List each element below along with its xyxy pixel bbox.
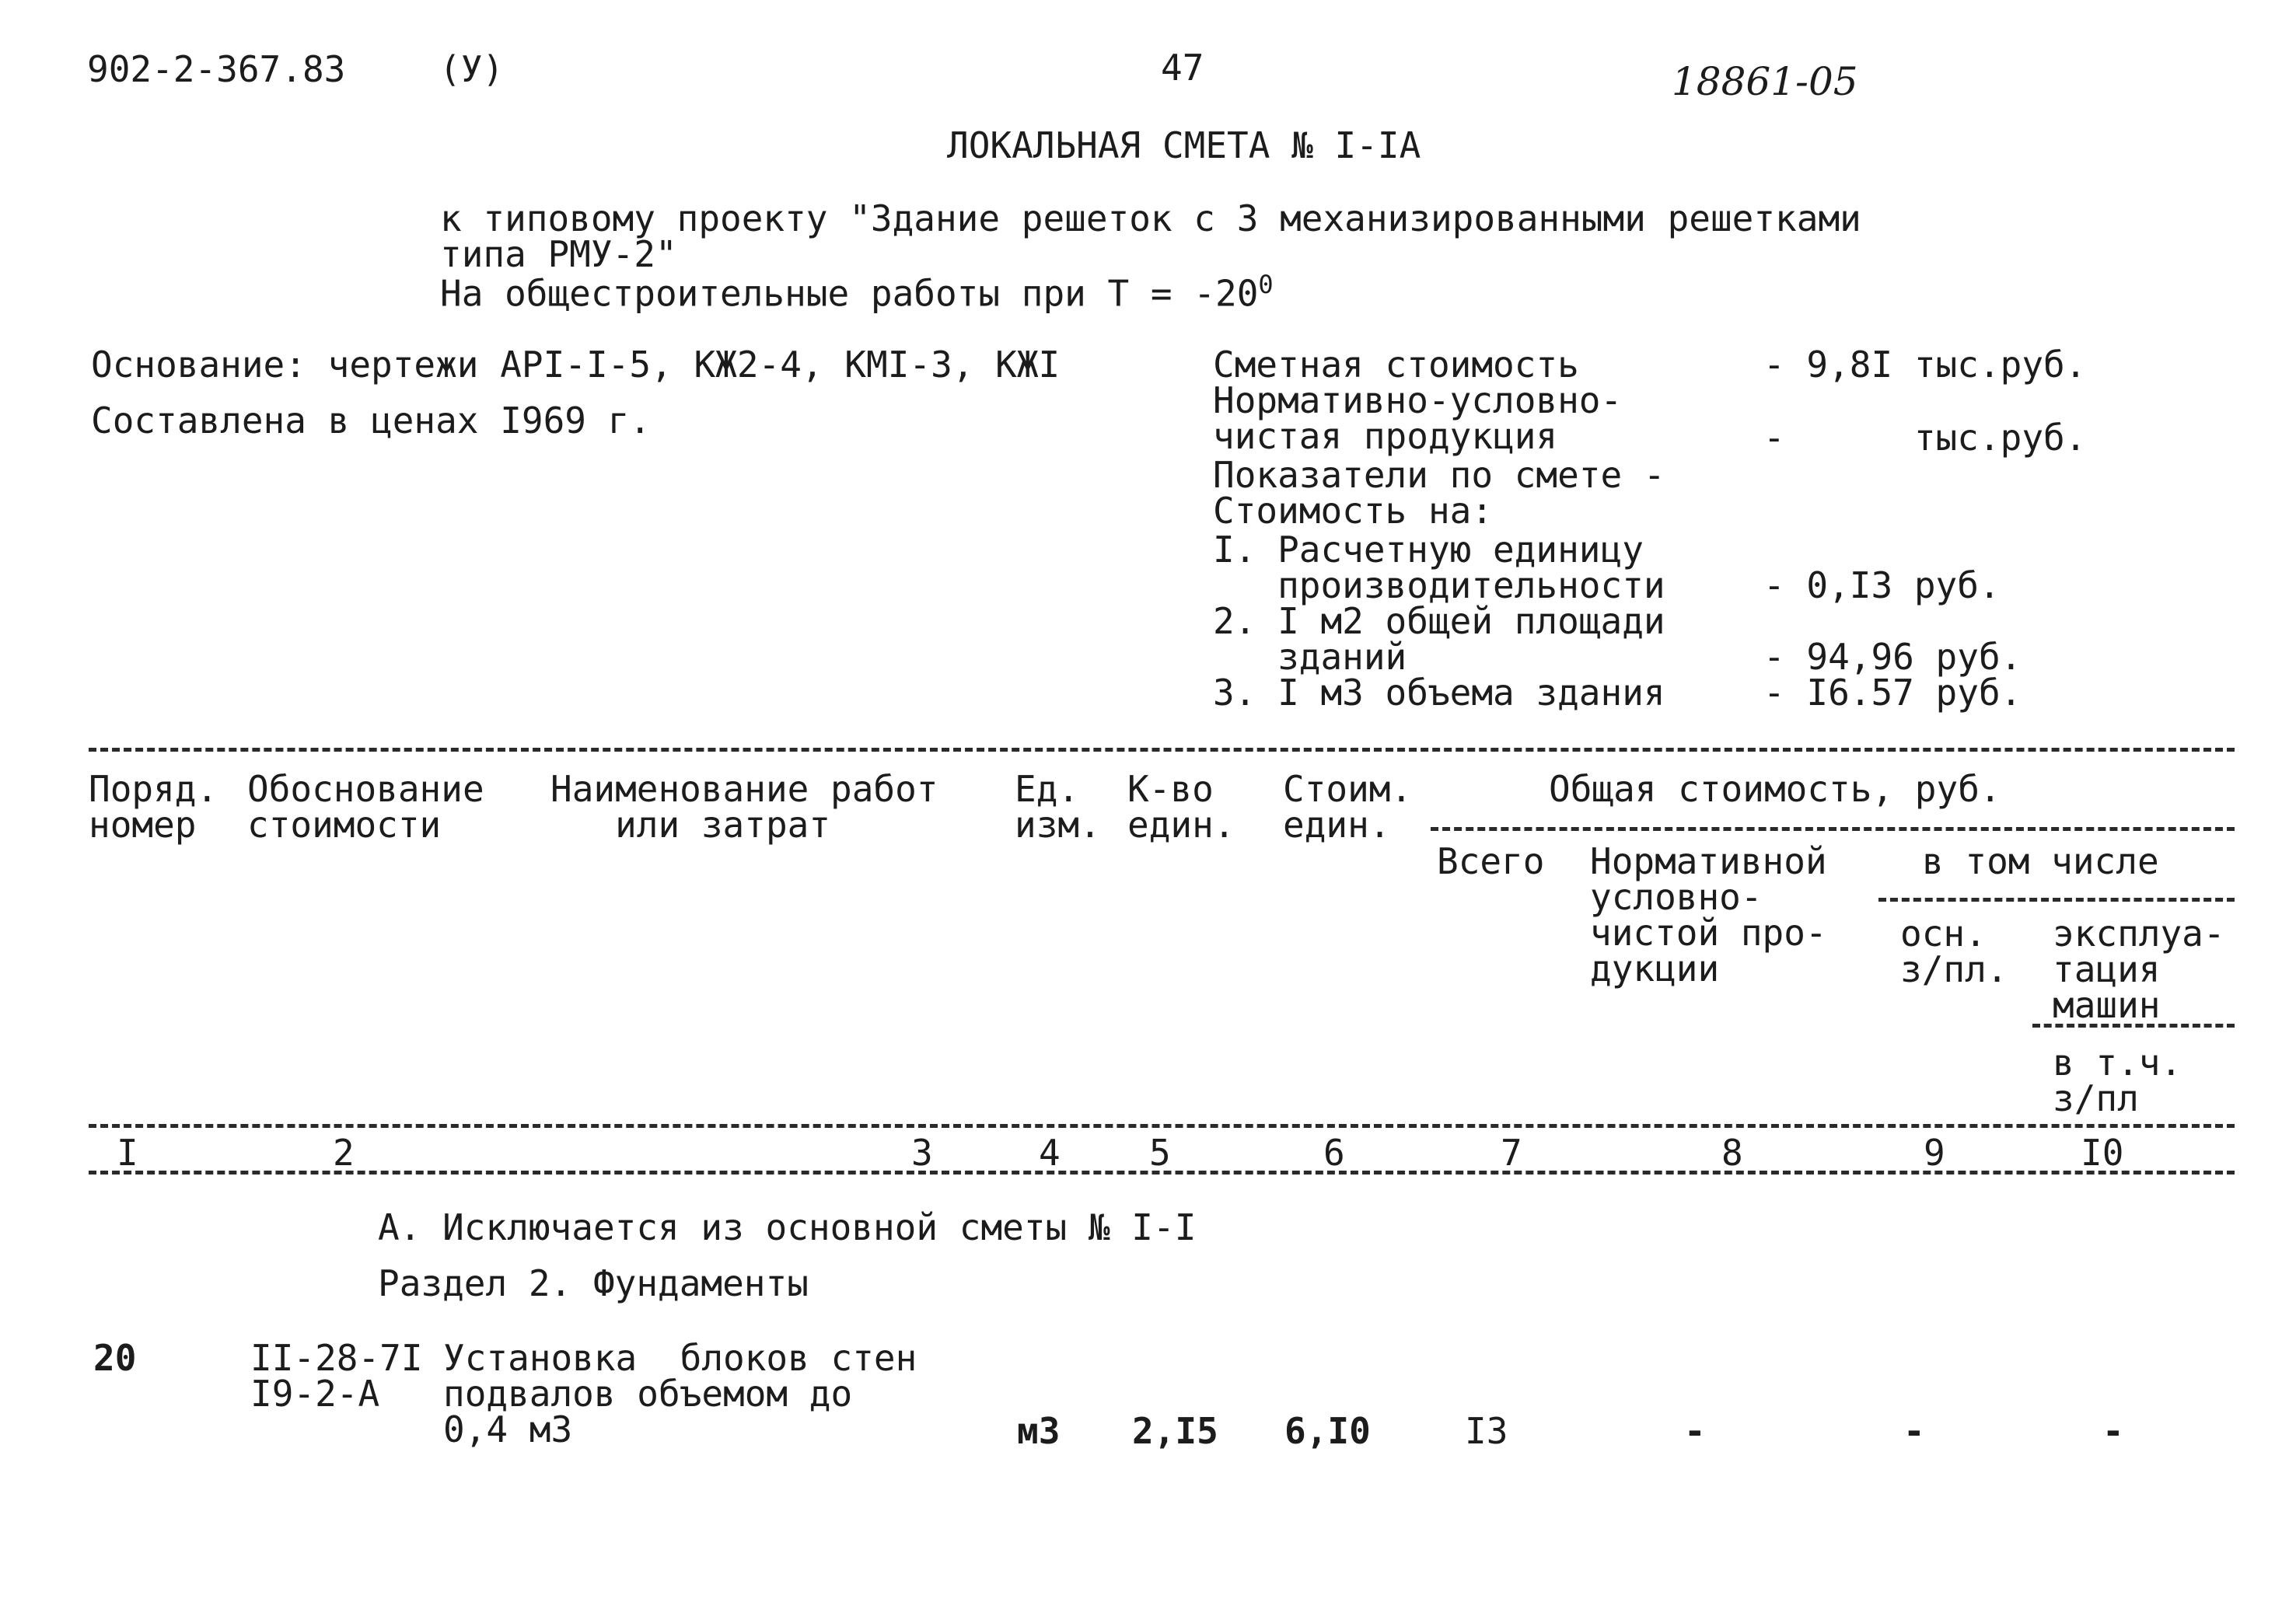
total-cost-rule [1431,827,2235,831]
header-unit-cost: Стоим. един. [1283,768,1413,846]
column-number-3: 3 [911,1132,933,1174]
column-number-2: 2 [333,1132,355,1174]
estimated-cost-value: - 9,8I тыс.руб. [1763,344,2087,386]
column-number-7: 7 [1501,1132,1522,1174]
indicator-item-2-label: 2. I м2 общей площади зданий [1213,600,1665,678]
header-machine-operation: эксплуа- тация машин [2053,913,2225,1026]
header-quantity: К-во един. [1127,768,1235,846]
row-description: Установка блоков стен подвалов объемом до 0,4 м3 [443,1337,917,1450]
row-number: 20 [93,1337,137,1379]
document-variant: (У) [439,48,505,90]
row-net-product: - [1684,1410,1706,1452]
header-total: Всего [1437,840,1545,882]
header-net-product: Нормативной условно- чистой про- дукции [1590,840,1827,989]
basis-prices: Составлена в ценах I969 г. [91,400,652,442]
included-rule [1878,898,2235,902]
header-cost-basis: Обоснование стоимости [247,768,484,846]
net-product-value: - тыс.руб. [1763,417,2087,459]
column-number-8: 8 [1721,1132,1743,1174]
column-number-4: 4 [1039,1132,1061,1174]
section-a-heading: А. Исключается из основной сметы № I-I [378,1206,1197,1248]
document-title: ЛОКАЛЬНАЯ СМЕТА № I-IА [947,124,1421,166]
indicator-item-1-label: I. Расчетную единицу производительности [1213,529,1665,606]
header-included-group: в том числе [1922,840,2159,882]
basis-drawings: Основание: чертежи АРI-I-5, КЖ2-4, КМI-3, КЖI [91,344,1061,386]
row-machine-cost: - [2102,1410,2124,1452]
row-total: I3 [1465,1410,1508,1452]
section-2-heading: Раздел 2. Фундаменты [378,1262,809,1304]
indicator-item-3-label: 3. I м3 объема здания [1213,672,1665,714]
row-unit-cost: 6,I0 [1284,1410,1371,1452]
estimated-cost-label: Сметная стоимость [1213,344,1579,386]
table-top-rule [89,748,2235,752]
header-order-number: Поряд. номер [89,768,218,846]
subtitle-line-3-text: На общестроительные работы при Т = -20 [440,272,1259,315]
column-number-9: 9 [1924,1132,1945,1174]
subtitle-line-3 [440,270,1274,315]
header-machine-wage: в т.ч. з/пл [2053,1042,2182,1119]
indicator-item-1-value: - 0,I3 руб. [1763,564,2001,606]
column-number-10: I0 [2081,1132,2124,1174]
header-bottom-rule [89,1124,2235,1128]
subtitle-line-1: к типовому проекту "Здание решеток с 3 механизированными решетками [440,197,1861,239]
row-base-wage: - [1903,1410,1925,1452]
indicator-item-2-value: - 94,96 руб. [1763,636,2022,678]
document-code: 902-2-367.83 [87,48,346,90]
net-product-label: Нормативно-условно- чистая продукция [1213,379,1623,457]
header-base-wage: осн. з/пл. [1900,913,2008,990]
handwritten-number: 18861-05 [1672,59,1858,104]
page-number: 47 [1161,47,1204,89]
indicators-label: Показатели по смете - Стоимость на: [1213,454,1665,532]
header-work-name: Наименование работ или затрат [550,768,938,846]
indicator-item-3-value: - I6.57 руб. [1763,672,2022,714]
header-total-cost-group: Общая стоимость, руб. [1549,768,2001,810]
row-unit: м3 [1017,1410,1061,1452]
column-number-5: 5 [1149,1132,1171,1174]
header-unit: Ед. изм. [1015,768,1101,846]
subtitle-line-2: типа РМУ-2" [440,233,677,275]
row-cost-basis: II-28-7I I9-2-А [250,1337,423,1415]
column-number-6: 6 [1323,1132,1345,1174]
column-number-1: I [117,1132,138,1174]
degree-sign: 0 [1258,270,1274,299]
row-quantity: 2,I5 [1132,1410,1218,1452]
